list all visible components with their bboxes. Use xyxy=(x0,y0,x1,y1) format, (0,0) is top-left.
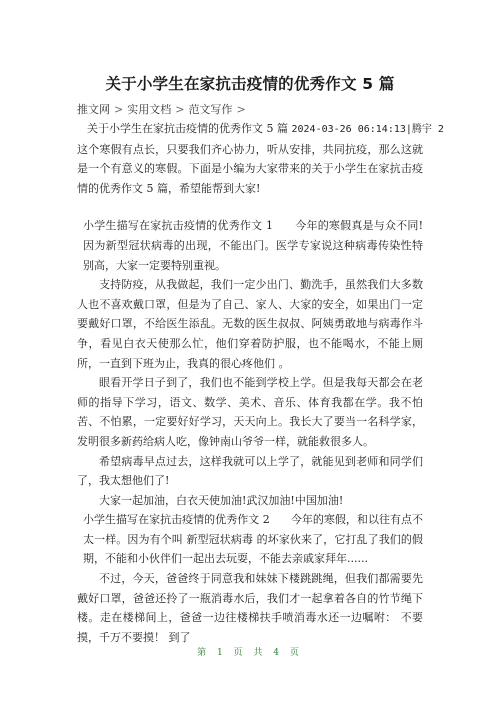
page-footer: 第 1 页 共 4 页 xyxy=(197,648,303,658)
breadcrumb-item-home[interactable]: 推文网 xyxy=(77,103,110,116)
breadcrumb-item-documents[interactable]: 实用文档 xyxy=(127,103,172,116)
meta-timestamp: 2024-03-26 06:14:13 xyxy=(291,124,406,135)
essay-1-first-text: 今年的寒假真是与众不同!因为新型冠状病毒的出现，不能出门。医学专家说这种病毒传染性特别高，大家一定要特别重视。 xyxy=(83,219,423,272)
breadcrumb-separator: > xyxy=(175,103,185,116)
breadcrumb xyxy=(77,101,250,117)
breadcrumb-item-writing[interactable]: 范文写作 xyxy=(188,103,233,116)
meta-author: |腾宇 2 xyxy=(405,124,444,135)
essay-1-heading: 小学生描写在家抗击疫情的优秀作文 1 xyxy=(83,219,274,233)
essay-1-paragraph-1 xyxy=(77,216,423,275)
essay-2-paragraph-1 xyxy=(77,510,423,569)
essay-2-paragraph: 不过，今天，爸爸终于同意我和妹妹下楼跳跳绳，但我们都需要先戴好口罩，爸爸还拎了一瓶消毒水后，我们才一起拿着各自的竹节绳下楼。走在楼梯间上，爸爸一边往楼梯扶手喷消毒水还一边嘱咐： 不要摸，千万不要摸！ 到了 xyxy=(77,572,423,644)
intro-paragraph: 这个寒假有点长，只要我们齐心协力，听从安排，共同抗疫，那么这就是一个有意义的寒假。下面是小编为大家带来的关于小学生在家抗击疫情的优秀作文 5 篇，希望能帮到大家! xyxy=(77,142,423,195)
essay-2-first-text: 今年的寒假，和以往有点不太一样。因为有个叫 新型冠状病毒 的坏家伙来了，它打乱了我们的假期，不能和小伙伴们一起出去玩耍，不能去亲戚家拜年...... xyxy=(83,513,424,566)
document-meta xyxy=(77,119,444,140)
breadcrumb-separator: > xyxy=(114,103,124,116)
document-title: 关于小学生在家抗击疫情的优秀作文 5 篇 xyxy=(105,75,395,93)
essay-2-heading: 小学生描写在家抗击疫情的优秀作文 2 xyxy=(83,513,270,527)
essay-1-paragraph: 希望病毒早点过去，这样我就可以上学了，就能见到老师和同学们了，我太想他们了! xyxy=(77,454,423,488)
document-body xyxy=(77,119,444,647)
essay-1-paragraph: 大家一起加油，白衣天使加油!武汉加油!中国加油! xyxy=(99,493,344,507)
essay-1-paragraph: 眼看开学日子到了，我们也不能到学校上学。但是我每天都会在老师的指导下学习，语文、数学、美术、音乐、体育我都在学。我不怕苦、不怕累，一定要好好学习，天天向上。我长大了要当一名科学家，发明很多新药给病人吃，像钟南山爷爷一样，就能救很多人。 xyxy=(77,376,423,448)
meta-title: 关于小学生在家抗击疫情的优秀作文 5 篇 xyxy=(87,122,288,135)
essay-1-paragraph: 支持防疫，从我做起，我们一定少出门、勤洗手，虽然我们大多数人也不喜欢戴口罩，但是为了自己、家人、大家的安全，如果出门一定要戴好口罩，不给医生添乱。无数的医生叔叔、阿姨勇敢地与病毒作斗争，看见白衣天使那么忙，他们穿着防护服，也不能喝水，不能上厕所，一直到下班为止，我真的很心疼他们 。 xyxy=(77,278,423,370)
breadcrumb-separator: > xyxy=(236,103,246,116)
